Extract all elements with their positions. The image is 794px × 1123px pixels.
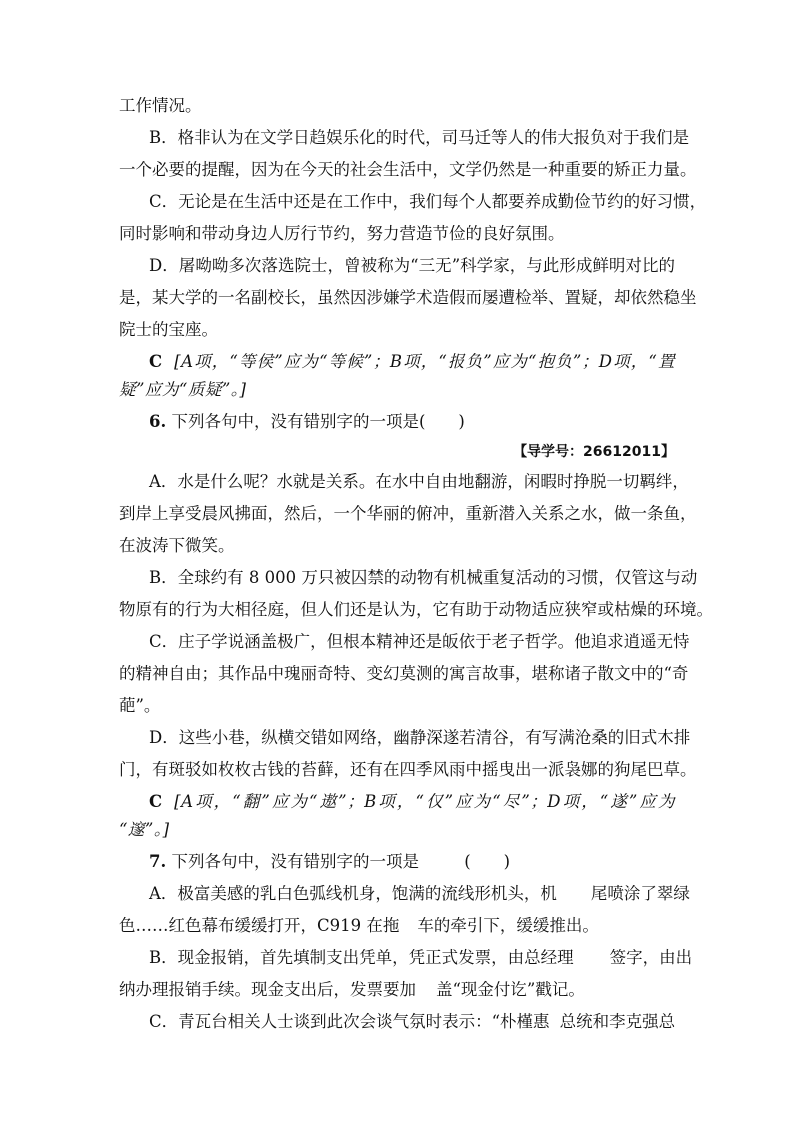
- text-line: 葩”。: [119, 696, 161, 715]
- text-line: 的精神自由；其作品中瑰丽奇特、变幻莫测的寓言故事，堪称诸子散文中的“奇: [119, 664, 689, 683]
- answer-explanation: [A项，“翻”应为“遨”；B项，“仅”应为“尽”；D项，“遂”应为: [174, 792, 675, 811]
- option-text: 车的牵引下，缓缓推出。: [417, 916, 599, 935]
- option-text: B．现金报销，首先填制支出凭单，凭正式发票，由总经理: [149, 948, 574, 967]
- option-b-line: [149, 946, 693, 970]
- answer-letter: C: [149, 792, 163, 811]
- option-text: 纳办理报销手续。现金支出后，发票要加: [119, 980, 416, 999]
- answer-letter: C: [149, 352, 163, 371]
- question-number: 7.: [149, 852, 167, 871]
- option-text: 签字，由出: [609, 948, 693, 967]
- guide-label: 【导学号：26612011】: [513, 444, 675, 460]
- answer-5-line-1: [149, 350, 675, 374]
- text-line: 在波涛下微笑。: [119, 536, 235, 555]
- answer-explanation: “邃”。]: [119, 820, 170, 839]
- text-line: 到岸上享受晨风拂面，然后，一个华丽的俯冲，重新潜入关系之水，做一条鱼，: [119, 504, 697, 523]
- text-line: [119, 978, 675, 1002]
- question-text: 下列各句中，没有错别字的一项是( ): [171, 412, 465, 431]
- option-text: 尾喷涂了翠绿: [590, 884, 690, 903]
- option-c-line: C．庄子学说涵盖极广，但根本精神还是皈依于老子哲学。他追求逍遥无恃: [149, 632, 690, 651]
- text-line: 一个必要的提醒，因为在今天的社会生活中，文学仍然是一种重要的矫正力量。: [119, 160, 697, 179]
- text-line: [119, 914, 675, 938]
- option-a-line: A．水是什么呢？水就是关系。在水中自由地翻游，闲暇时挣脱一切羁绊，: [149, 472, 689, 491]
- answer-explanation: [A项，“等侯”应为“等候”；B项，“报负”应为“抱负”；D项，“置: [174, 352, 675, 371]
- option-b-line: B．全球约有 8 000 万只被囚禁的动物有机械重复活动的习惯，仅管这与动: [149, 568, 698, 587]
- question-text: 下列各句中，没有错别字的一项是: [171, 852, 419, 871]
- option-d-line: D．屠呦呦多次落选院士，曾被称为“三无”科学家，与此形成鲜明对比的: [149, 256, 675, 275]
- answer-6-line-1: [149, 790, 675, 814]
- option-text: 色……红色幕布缓缓打开，C919 在拖: [119, 916, 400, 935]
- text-line: 院士的宝座。: [119, 320, 218, 339]
- answer-6-line-2: [119, 818, 675, 842]
- option-text: 盖“现金付讫”戳记。: [436, 980, 585, 999]
- question-7-stem: [149, 850, 675, 874]
- option-text: 总统和李克强总: [559, 1012, 676, 1031]
- text-line: 物原有的行为大相径庭，但人们还是认为，它有助于动物适应狭窄或枯燥的环境。: [119, 600, 713, 619]
- answer-5-line-2: [119, 378, 675, 402]
- answer-explanation: 疑”应为“质疑”。]: [119, 380, 247, 399]
- option-text: C．青瓦台相关人士谈到此次会谈气氛时表示：“朴槿惠: [149, 1012, 550, 1031]
- text-line: 是，某大学的一名副校长，虽然因涉嫌学术造假而屡遭检举、置疑，却依然稳坐: [119, 288, 697, 307]
- option-c-line: [149, 1010, 675, 1034]
- question-number: 6.: [149, 412, 167, 431]
- option-c-line: C．无论是在生活中还是在工作中，我们每个人都要养成勤俭节约的好习惯，: [149, 192, 707, 211]
- text-line: 门，有斑驳如枚枚古钱的苔藓，还有在四季风雨中摇曳出一派袅娜的狗尾巴草。: [119, 760, 697, 779]
- guide-number: [513, 440, 675, 464]
- question-6-stem: [149, 410, 675, 434]
- option-a-line: [149, 882, 690, 906]
- text-line: 同时影响和带动身边人厉行节约，努力营造节俭的良好氛围。: [119, 224, 565, 243]
- option-d-line: D．这些小巷，纵横交错如网络，幽静深遂若清谷，有写满沧桑的旧式木排: [149, 728, 691, 747]
- option-text: A．极富美感的乳白色弧线机身，饱满的流线形机头，机: [149, 884, 557, 903]
- option-b-line: B．格非认为在文学日趋娱乐化的时代，司马迁等人的伟大报负对于我们是: [149, 128, 690, 147]
- text-line: 工作情况。: [119, 96, 202, 115]
- answer-blank: ( ): [464, 852, 511, 871]
